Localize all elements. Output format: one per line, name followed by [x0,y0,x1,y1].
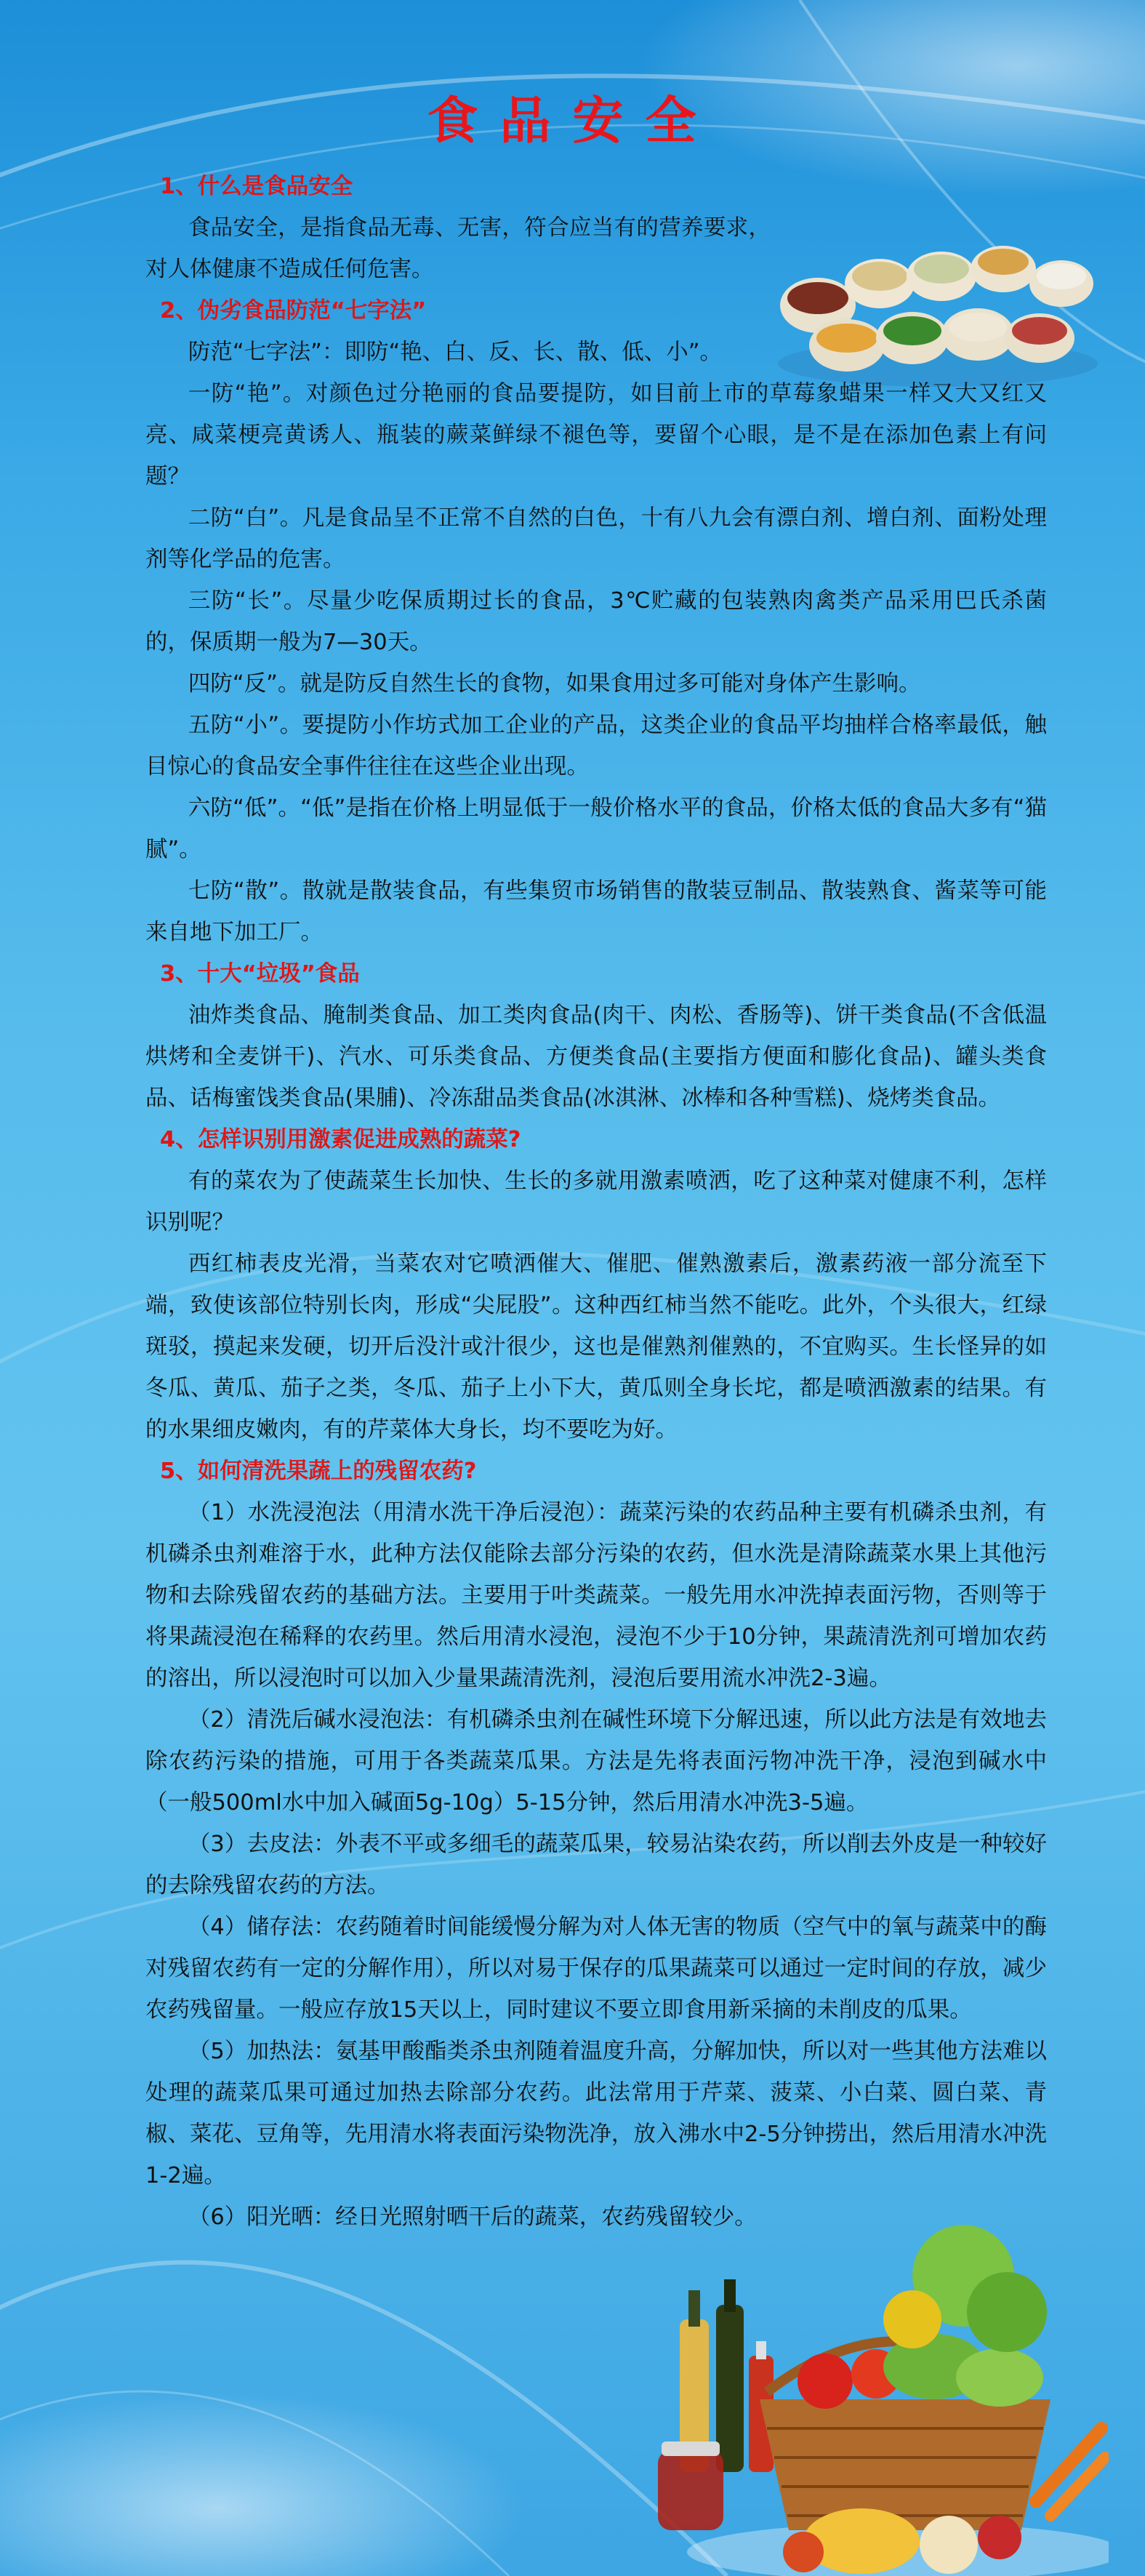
section-2-paragraph-8: 七防“散”。散就是散装食品，有些集贸市场销售的散装豆制品、散装熟食、酱菜等可能来自地下加工厂。 [145,878,1047,945]
section-4-heading: 4、怎样识别用激素促进成熟的蔬菜? [160,1127,521,1152]
section-2-paragraph-5: 四防“反”。就是防反自然生长的食物，如果食用过多可能对身体产生影响。 [188,671,921,697]
section-5-paragraph-3: （3）去皮法：外表不平或多细毛的蔬菜瓜果，较易沾染农药，所以削去外皮是一种较好的去除残留农药的方法。 [145,1831,1047,1898]
section-5-paragraph-4: （4）储存法：农药随着时间能缓慢分解为对人体无害的物质（空气中的氧与蔬菜中的酶对残留农药有一定的分解作用），所以对易于保存的瓜果蔬菜可以通过一定时间的存放，减少农药残留量。一般应存放15天以上，同时建议不要立即食用新采摘的未削皮的瓜果。 [145,1914,1047,2023]
section-5-paragraph-1: （1）水洗浸泡法（用清水洗干净后浸泡）：蔬菜污染的农药品种主要有机磷杀虫剂，有机磷杀虫剂难溶于水，此种方法仅能除去部分污染的农药，但水洗是清除蔬菜水果上其他污物和去除残留农药的基础方法。主要用于叶类蔬菜。一般先用水冲洗掉表面污物，否则等于将果蔬浸泡在稀释的农药里。然后用清水浸泡，浸泡不少于10分钟，果蔬清洗剂可增加农药的溶出，所以浸泡时可以加入少量果蔬清洗剂，浸泡后要用流水冲洗2-3遍。 [145,1500,1047,1691]
vegetable-basket-image [658,2210,1109,2576]
section-5-heading: 5、如何清洗果蔬上的残留农药? [160,1458,477,1484]
section-4-paragraph-2: 西红柿表皮光滑，当菜农对它喷洒催大、催肥、催熟激素后，激素药液一部分流至下端，致使该部位特别长肉，形成“尖屁股”。这种西红柿当然不能吃。此外，个头很大，红绿斑驳，摸起来发硬，切开后没汁或汁很少，这也是催熟剂催熟的，不宜购买。生长怪异的如冬瓜、黄瓜、茄子之类，冬瓜、茄子上小下大，黄瓜则全身长坨，都是喷洒激素的结果。有的水果细皮嫩肉，有的芹菜体大身长，均不要吃为好。 [145,1251,1047,1443]
section-5-paragraph-6: （6）阳光晒：经日光照射晒干后的蔬菜，农药残留较少。 [188,2204,757,2230]
section-5-paragraph-2: （2）清洗后碱水浸泡法：有机磷杀虫剂在碱性环境下分解迅速，所以此方法是有效地去除农药污染的措施，可用于各类蔬菜瓜果。方法是先将表面污物冲洗干净，浸泡到碱水中（一般500ml水中加入碱面5g-10g）5-15分钟，然后用清水冲洗3-5遍。 [145,1707,1047,1815]
section-1-heading: 1、什么是食品安全 [160,174,353,199]
section-2-heading: 2、伪劣食品防范“七字法” [160,298,427,324]
section-2-paragraph-3: 二防“白”。凡是食品呈不正常不自然的白色，十有八九会有漂白剂、增白剂、面粉处理剂等化学品的危害。 [145,505,1047,572]
section-2-paragraph-2: 一防“艳”。对颜色过分艳丽的食品要提防，如目前上市的草莓象蜡果一样又大又红又亮、咸菜梗亮黄诱人、瓶装的蕨菜鲜绿不褪色等，要留个心眼，是不是在添加色素上有问题？ [145,381,1047,489]
section-4-paragraph-1: 有的菜农为了使蔬菜生长加快、生长的多就用激素喷洒，吃了这种菜对健康不利，怎样识别呢？ [145,1168,1047,1235]
article-body [145,166,1047,2238]
section-2-paragraph-4: 三防“长”。尽量少吃保质期过长的食品，3℃贮藏的包装熟肉禽类产品采用巴氏杀菌的，保质期一般为7—30天。 [145,588,1047,655]
page-title: 食品安全 [427,90,718,151]
section-5-paragraph-5: （5）加热法：氨基甲酸酯类杀虫剂随着温度升高，分解加快，所以对一些其他方法难以处理的蔬菜瓜果可通过加热去除部分农药。此法常用于芹菜、菠菜、小白菜、圆白菜、青椒、菜花、豆角等，先用清水将表面污染物洗净，放入沸水中2-5分钟捞出，然后用清水冲洗1-2遍。 [145,2039,1047,2188]
section-2-paragraph-1: 防范“七字法”：即防“艳、白、反、长、散、低、小”。 [188,340,723,365]
section-3-paragraph-1: 油炸类食品、腌制类食品、加工类肉食品(肉干、肉松、香肠等)、饼干类食品(不含低温烘烤和全麦饼干)、汽水、可乐类食品、方便类食品(主要指方便面和膨化食品)、罐头类食品、话梅蜜饯类食品(果脯)、冷冻甜品类食品(冰淇淋、冰棒和各种雪糕)、烧烤类食品。 [145,1003,1047,1111]
section-2-paragraph-7: 六防“低”。“低”是指在价格上明显低于一般价格水平的食品，价格太低的食品大多有“猫腻”。 [145,795,1047,862]
section-2-paragraph-6: 五防“小”。要提防小作坊式加工企业的产品，这类企业的食品平均抽样合格率最低，触目惊心的食品安全事件往往在这些企业出现。 [145,713,1047,779]
section-3-heading: 3、十大“垃圾”食品 [160,961,360,987]
section-1-paragraph-1: 食品安全，是指食品无毒、无害，符合应当有的营养要求，对人体健康不造成任何危害。 [145,215,771,282]
